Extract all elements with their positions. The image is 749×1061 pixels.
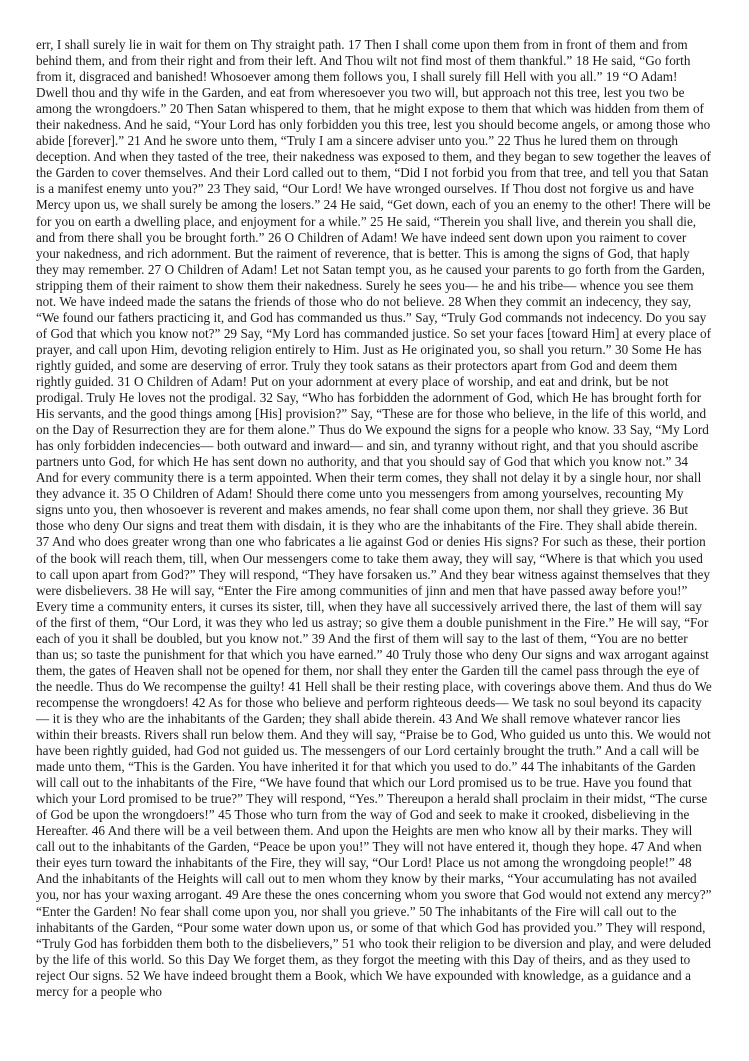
page-body-text: err, I shall surely lie in wait for them on Thy straight path. 17 Then I shall come upon them from in front of them and from behind them, and from their right and from their left. And Thou wilt not find most of them thankful.” 18 He said, “Go forth from it, disgraced and banished! Whosoever among them follows you, I shall surely fill Hell with you all.” 19 “O Adam! Dwell thou and thy wife in the Garden, and eat from wheresoever you two will, but approach not this tree, lest you two be among the wrongdoers.” 20 Then Satan whispered to them, that he might expose to them that which was hidden from them of their nakedness. And he said, “Your Lord has only forbidden you this tree, lest you should become angels, or among those who abide [forever].” 21 And he swore unto them, “Truly I am a sincere adviser unto you.” 22 Thus he lured them on through deception. And when they tasted of the tree, their nakedness was exposed to them, and they began to sew together the leaves of the Garden to cover themselves. And their Lord called out to them, “Did I not forbid you from that tree, and tell you that Satan is a manifest enemy unto you?” 23 They said, “Our Lord! We have wronged ourselves. If Thou dost not forgive us and have Mercy upon us, we shall surely be among the losers.” 24 He said, “Get down, each of you an enemy to the other! There will be for you on earth a dwelling place, and enjoyment for a while.” 25 He said, “Therein you shall live, and therein you shall die, and from there shall you be brought forth.” 26 O Children of Adam! We have indeed sent down upon you raiment to cover your nakedness, and rich adornment. But the raiment of reverence, that is better. This is among the signs of God, that haply they may remember. 27 O Children of Adam! Let not Satan tempt you, as he caused your parents to go forth from the Garden, stripping them of their raiment to show them their nakedness. Surely he sees you— he and his tribe— whence you see them not. We have indeed made the satans the friends of those who do not believe. 28 When they commit an indecency, they say, “We found our fathers practicing it, and God has commanded us thus.” Say, “Truly God commands not indecency. Do you say of God that which you know not?” 29 Say, “My Lord has commanded justice. So set your faces [toward Him] at every place of prayer, and call upon Him, devoting religion entirely to Him. Just as He originated you, so shall you return.” 30 Some He has rightly guided, and some are deserving of error. Truly they took satans as their protectors apart from God and deem them rightly guided. 31 O Children of Adam! Put on your adornment at every place of worship, and eat and drink, but be not prodigal. Truly He loves not the prodigal. 32 Say, “Who has forbidden the adornment of God, which He has brought forth for His servants, and the good things among [His] provision?” Say, “These are for those who believe, in the life of this world, and on the Day of Resurrection they are for them alone.” Thus do We expound the signs for a people who know. 33 Say, “My Lord has only forbidden indecencies— both outward and inward— and sin, and tyranny without right, and that you should ascribe partners unto God, for which He has sent down no authority, and that you should say of God that which you know not.” 34 And for every community there is a term appointed. When their term comes, they shall not delay it by a single hour, nor shall they advance it. 35 O Children of Adam! Should there come unto you messengers from among yourselves, recounting My signs unto you, then whosoever is reverent and makes amends, no fear shall come upon them, nor shall they grieve. 36 But those who deny Our signs and treat them with disdain, it is they who are the inhabitants of the Fire. They shall abide therein. 37 And who does greater wrong than one who fabricates a lie against God or denies His signs? For such as these, their portion of the book will reach them, till, when Our messengers come to take them away, they will say, “Where is that which you used to call upon apart from God?” They will respond, “They have forsaken us.” And they bear witness against themselves that they were disbelievers. 38 He will say, “Enter the Fire among communities of jinn and men that have passed away before you!” Every time a community enters, it curses its sister, till, when they have all successively arrived there, the last of them will say of the first of them, “Our Lord, it was they who led us astray; so give them a double punishment in the Fire.” He will say, “For each of you it shall be doubled, but you know not.” 39 And the first of them will say to the last of them, “You are no better than us; so taste the punishment for that which you have earned.” 40 Truly those who deny Our signs and wax arrogant against them, the gates of Heaven shall not be opened for them, nor shall they enter the Garden till the camel pass through the eye of the needle. Thus do We recompense the guilty! 41 Hell shall be their resting place, with coverings above them. And thus do We recompense the wrongdoers! 42 As for those who believe and perform righteous deeds— We task no soul beyond its capacity— it is they who are the inhabitants of the Garden; they shall abide therein. 43 And We shall remove whatever rancor lies within their breasts. Rivers shall run below them. And they will say, “Praise be to God, Who guided us unto this. We would not have been rightly guided, had God not guided us. The messengers of our Lord certainly brought the truth.” And a call will be made unto them, “This is the Garden. You have inherited it for that which you used to do.” 44 The inhabitants of the Garden will call out to the inhabitants of the Fire, “We have found that which our Lord promised us to be true. Have you found that which your Lord promised to be true?” They will respond, “Yes.” Thereupon a herald shall proclaim in their midst, “The curse of God be upon the wrongdoers!” 45 Those who turn from the way of God and seek to make it crooked, disbelieving in the Hereafter. 46 And there will be a veil between them. And upon the Heights are men who know all by their marks. They will call out to the inhabitants of the Garden, “Peace be upon you!” They will not have entered it, though they hope. 47 And when their eyes turn toward the inhabitants of the Fire, they will say, “Our Lord! Place us not among the wrongdoing people!” 48 And the inhabitants of the Heights will call out to men whom they know by their marks, “Your accumulating has not availed you, nor has your waxing arrogant. 49 Are these the ones concerning whom you swore that God would not extend any mercy?” “Enter the Garden! No fear shall come upon you, nor shall you grieve.” 50 The inhabitants of the Fire will call out to the inhabitants of the Garden, “Pour some water down upon us, or some of that which God has provided you.” They will respond, “Truly God has forbidden them both to the disbelievers,” 51 who took their religion to be diversion and play, and were deluded by the life of this world. So this Day We forget them, as they forgot the meeting with this Day of theirs, and as they used to reject Our signs. 52 We have indeed brought them a Book, which We have expounded with knowledge, as a guidance and a mercy for a people who	[36, 37, 712, 999]
